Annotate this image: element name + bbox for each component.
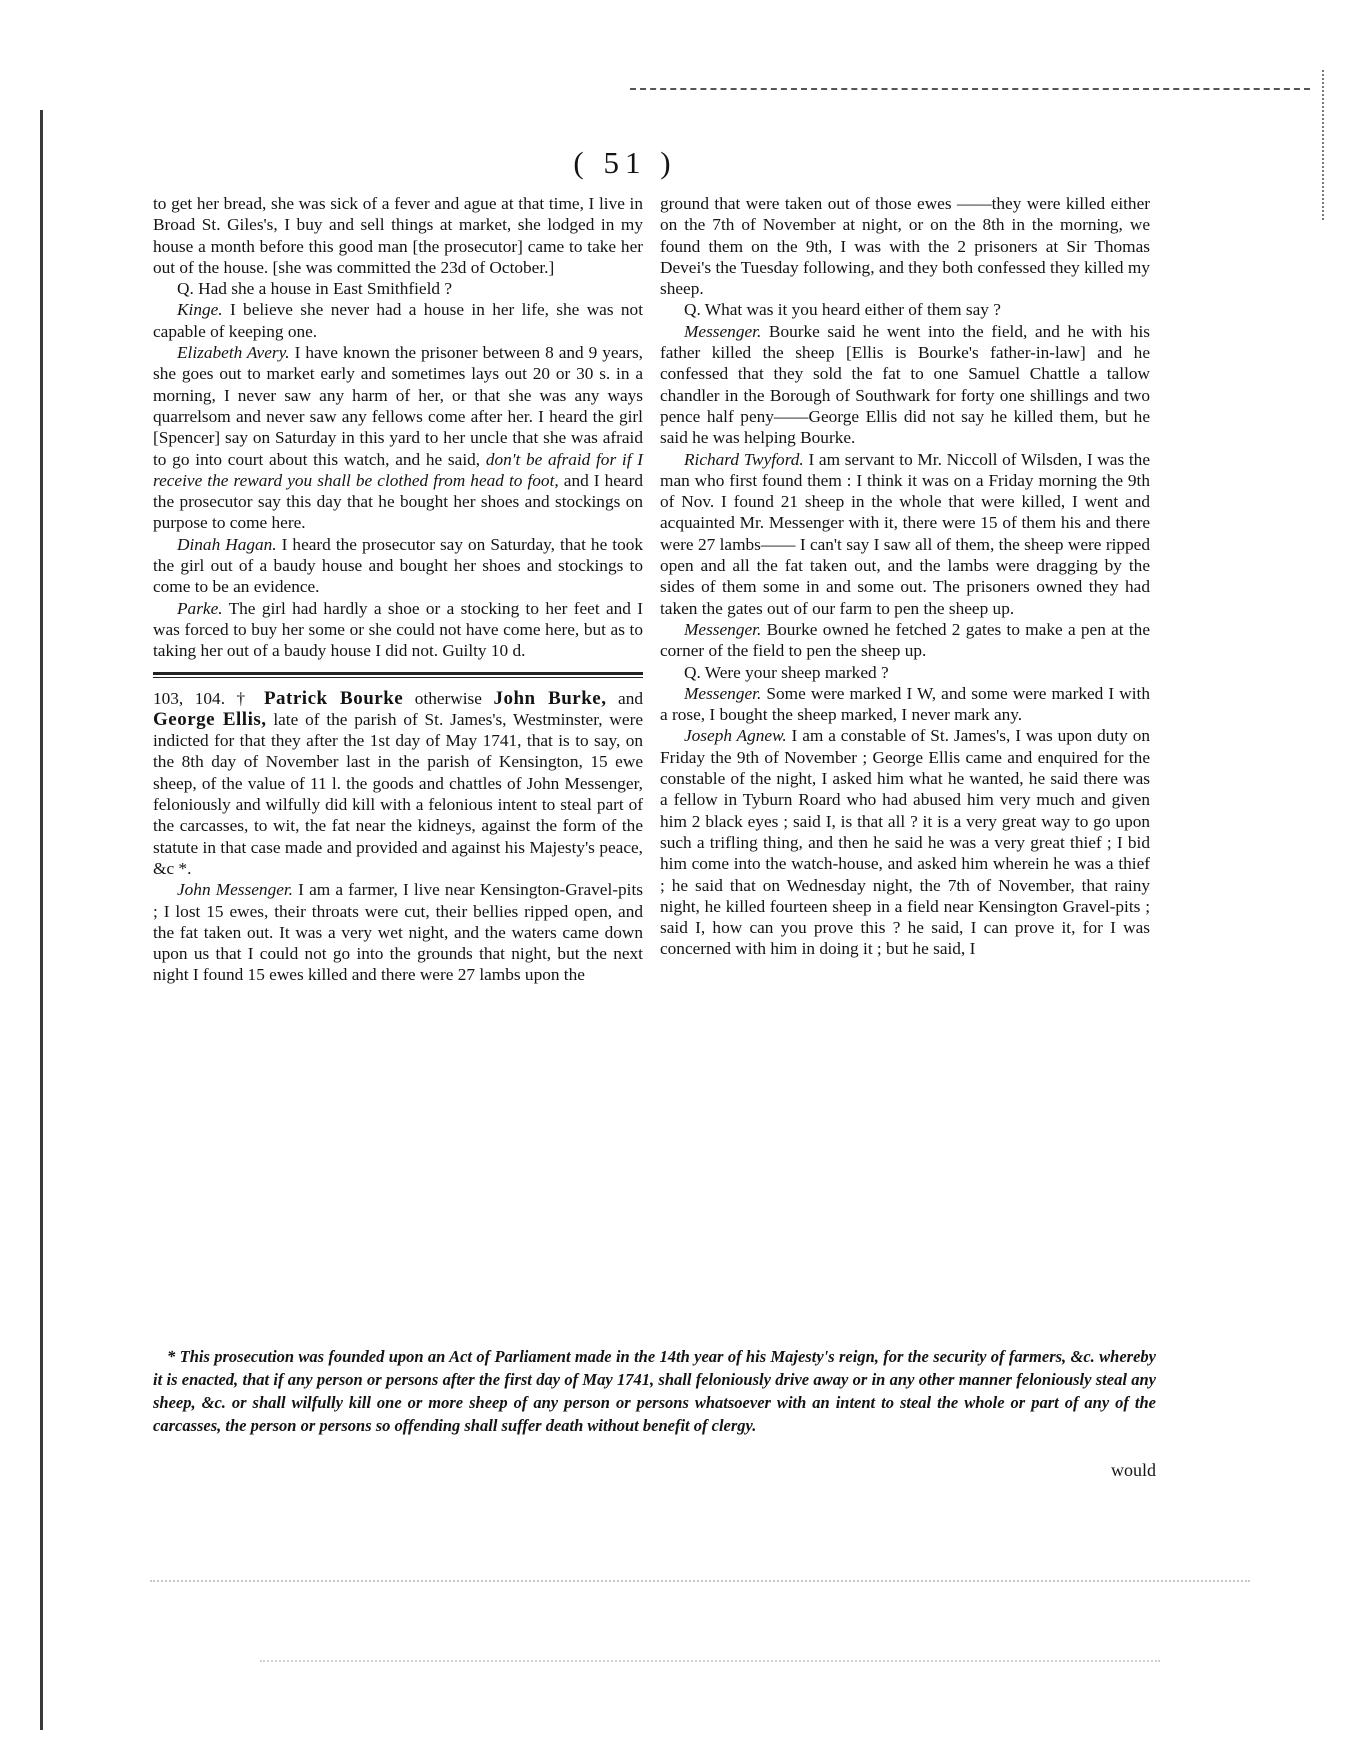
top-scan-rule: [630, 88, 1310, 90]
alias-word: otherwise: [403, 688, 494, 708]
paragraph: [660, 449, 1150, 619]
paragraph-text: I am a farmer, I live near Kensington-Gravel-pits ; I lost 15 ewes, their throats were cut, their bellies ripped open, and the fat taken out. It was a very wet night, and the waters came down upon us that I could not go into the grounds that night, but the next night I found 15 ewes killed and there were 27 lambs upon the: [153, 880, 643, 985]
paragraph-text: Q. Were your sheep marked ?: [684, 662, 889, 682]
paragraph: [660, 662, 1150, 683]
paragraph-text: I heard the prosecutor say on Saturday, that he took the girl out of a baudy house and bought her shoes and stockings to come to be an evidence.: [153, 534, 644, 597]
speaker-name: Messenger.: [684, 619, 762, 639]
left-column-testimony: [153, 879, 643, 985]
paragraph-text: Bourke owned he fetched 2 gates to make a pen at the corner of the field to pen the sheep up.: [660, 619, 1150, 661]
speaker-name: Dinah Hagan.: [177, 534, 277, 554]
paragraph: [153, 193, 643, 278]
paragraph-text: ground that were taken out of those ewes ——they were killed either on the 7th of November at night, or on the 8th in the morning, we found them on the 9th, I was with the 2 prisoners at Sir Thomas Devei's the Tuesday following, and they both confessed they killed my sheep.: [660, 194, 1150, 299]
catchword: would: [1111, 1460, 1156, 1480]
paragraph-text: Q. What was it you heard either of them say ?: [684, 300, 1001, 320]
case-dagger: †: [236, 688, 253, 708]
paragraph: [660, 321, 1150, 449]
paragraph-text: I am a constable of St. James's, I was upon duty on Friday the 9th of November ; George Ellis came and enquired for the constable of the night, I asked him what he wanted, he said there was a fellow in Tyburn Roard who had abused him very much and given him 2 black eyes ; said I, is that all ? it is a very great way to go upon such a trifling thing, and then he said he was a very great thief ; I bid him come into the watch-house, and asked him wherein he was a thief ; he said that on Wednesday night, the 7th of November, that rainy night, he killed fourteen sheep in a field near Kensington Gravel-pits ; said I, how can you prove this ? he said, I can prove it, for I was concerned with him in doing it ; but he said, I: [660, 726, 1150, 959]
paragraph: [660, 725, 1150, 959]
paragraph-text-after: and I heard the prosecutor say this day that he bought her shoes and stockings on purpose to come here.: [153, 470, 644, 533]
paragraph-text: Q. Had she a house in East Smithfield ?: [177, 279, 453, 299]
speaker-name: Kinge.: [177, 300, 223, 320]
paragraph: [660, 193, 1150, 299]
case-separator-rule: [153, 672, 643, 678]
paragraph-text: I have known the prisoner between 8 and 9 years, she goes out to market early and sometimes lays out 20 or 30 s. in a morning, I never saw any harm of her, or that she was any ways quarrelsom and never saw any fellows come after her. I heard the girl [Spencer] say on Saturday in this yard to her uncle that she was afraid to go into court about this watch, and he said,: [153, 343, 643, 469]
paragraph: [153, 598, 643, 662]
speaker-name: Parke.: [177, 598, 223, 618]
paragraph-text: I believe she never had a house in her life, she was not capable of keeping one.: [153, 300, 643, 341]
speaker-name: John Messenger.: [177, 880, 294, 900]
paragraph: [660, 619, 1150, 662]
right-column: [660, 193, 1150, 960]
footnote-text: * This prosecution was founded upon an Act of Parliament made in the 14th year of his Majesty's reign, for the security of farmers, &c. whereby it is enacted, that if any person or persons after the first day of May 1741, shall feloniously drive away or in any other manner feloniously steal any sheep, &c. or shall wilfully kill one or more sheep of any person or persons whatsoever with an intent to steal the whole or part of any of the carcasses, the person or persons so offending shall suffer death without benefit of clergy.: [153, 1347, 1156, 1435]
speaker-name: Richard Twyford.: [684, 449, 804, 469]
right-column-text: [660, 193, 1150, 960]
paragraph: [153, 278, 643, 299]
quoted-speech: don't be afraid for if I receive the reward you shall be clothed from head to foot,: [153, 449, 644, 490]
paragraph-text: Bourke said he went into the field, and he with his father killed the sheep [Ellis is Bourke's father-in-law] and he confessed that they sold the fat to one Samuel Chattle a tallow chandler in the Borough of Southwark for forty one shillings and two pence half peny——George Ellis did not say he killed them, but he said he was helping Bourke.: [660, 321, 1150, 448]
paragraph: [660, 683, 1150, 726]
page-edge-marks: [1322, 70, 1325, 220]
paragraph: [153, 534, 643, 598]
left-column: [153, 193, 643, 986]
speaker-name: Elizabeth Avery.: [177, 343, 290, 363]
paragraph-text: to get her bread, she was sick of a fever and ague at that time, I live in Broad St. Giles's, I buy and sell things at market, she lodged in my house a month before this good man [the prosecutor] came to take her out of the house. [she was committed the 23d of October.]: [153, 194, 643, 277]
paragraph: [153, 879, 643, 985]
defendant-name-1: Patrick Bourke: [263, 687, 404, 709]
scan-noise-lower: [260, 1660, 1160, 1662]
speaker-name: Messenger.: [684, 683, 762, 703]
paragraph: [153, 299, 643, 342]
speaker-name: Joseph Agnew.: [684, 726, 787, 746]
page-edge-shadow: [40, 110, 43, 1730]
paragraph-text: The girl had hardly a shoe or a stocking to her feet and I was forced to buy her some or she could not have come here, but as to taking her out of a baudy house I did not. Guilty 10 d.: [153, 598, 643, 661]
case-heading: [153, 688, 643, 880]
defendant-name-2: John Burke,: [493, 687, 607, 709]
scan-noise: [150, 1580, 1250, 1582]
paragraph-text: I am servant to Mr. Niccoll of Wilsden, I was the man who first found them : I think it was on a Friday morning the 9th of Nov. I found 21 sheep in the whole that were killed, I went and acquainted Mr. Messenger with it, there were 15 of them his and there were 27 lambs—— I can't say I saw all of them, the sheep were ripped open and all the fat taken out, and the lambs were dragging by the sides of them some in and some out. The prisoners owned they had taken the gates out of our farm to pen the sheep up.: [660, 449, 1150, 618]
defendant-name-3: George Ellis,: [153, 708, 267, 730]
paragraph: [660, 299, 1150, 320]
paragraph: [153, 342, 643, 534]
paragraph-text: Some were marked I W, and some were marked I with a rose, I bought the sheep marked, I never mark any.: [660, 683, 1150, 725]
left-column-text: [153, 193, 643, 662]
and-word: and: [606, 688, 643, 708]
indictment-text: late of the parish of St. James's, Westminster, were indicted for that they after the 1st day of May 1741, that is to say, on the 8th day of November last in the parish of Kensington, 15 ewe sheep, of the value of 11 l. the goods and chattles of John Messenger, feloniously and wilfully did kill with a felonious intent to steal part of the carcasses, to wit, the fat near the kidneys, against the form of the statute in that case made and provided and against his Majesty's peace, &c *.: [153, 709, 644, 878]
speaker-name: Messenger.: [684, 321, 762, 341]
case-numbers: 103, 104.: [153, 688, 226, 708]
footnote: [153, 1345, 1156, 1437]
page-number: ( 51 ): [573, 145, 677, 180]
